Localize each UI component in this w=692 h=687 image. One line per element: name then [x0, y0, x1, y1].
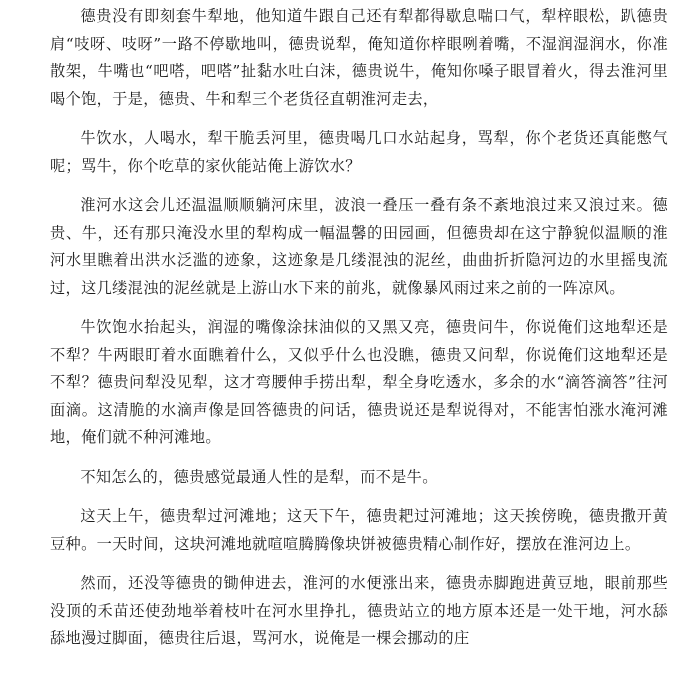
text-column	[50, 3, 668, 665]
paragraph-1: 德贵没有即刻套牛犁地，他知道牛跟自己还有犁都得歇息喘口气，犁梓眼松，趴德贵肩“吱呀、吱呀”一路不停歇地叫，德贵说犁，俺知道你梓眼咧着嘴，不湿润湿润水，你准散架，牛嘴也“吧嗒，吧嗒”扯黏水吐白沫，德贵说牛，俺知你嗓子眼冒着火，得去淮河里喝个饱，于是，德贵、牛和犁三个老货径直朝淮河走去，	[50, 7, 668, 108]
paragraph-4: 牛饮饱水抬起头，润湿的嘴像涂抹油似的又黑又亮，德贵问牛，你说俺们这地犁还是不犁？牛两眼盯着水面瞧着什么，又似乎什么也没瞧，德贵又问犁，你说俺们这地犁还是不犁？德贵问犁没见犁，这才弯腰伸手捞出犁，犁全身吃透水，多余的水“滴答滴答”往河面滴。这清脆的水滴声像是回答德贵的问话，德贵说还是犁说得对，不能害怕涨水淹河滩地，俺们就不种河滩地。	[50, 318, 668, 446]
paragraph-2: 牛饮水，人喝水，犁干脆丢河里，德贵喝几口水站起身，骂犁，你个老货还真能憋气呢；骂牛，你个吃草的家伙能站俺上游饮水？	[50, 129, 668, 175]
paragraph-3: 淮河水这会儿还温温顺顺躺河床里，波浪一叠压一叠有条不紊地浪过来又浪过来。德贵、牛，还有那只淹没水里的犁构成一幅温馨的田园画，但德贵却在这宁静貌似温顺的淮河水里瞧着出洪水泛滥的迹象，这迹象是几缕混浊的泥丝，曲曲折折隐河边的水里摇曳流过，这几缕混浊的泥丝就是上游山水下来的前兆，就像暴风雨过来之前的一阵凉风。	[50, 196, 668, 297]
paragraph-7: 然而，还没等德贵的锄伸进去，淮河的水便涨出来，德贵赤脚跑进黄豆地，眼前那些没顶的禾苗还使劲地举着枝叶在河水里挣扎，德贵站立的地方原本还是一处干地，河水舔舔地漫过脚面，德贵往后退，骂河水，说俺是一棵会挪动的庄	[50, 574, 668, 647]
paragraph-6: 这天上午，德贵犁过河滩地；这天下午，德贵耙过河滩地；这天挨傍晚，德贵撒开黄豆种。一天时间，这块河滩地就喧喧腾腾像块饼被德贵精心制作好，摆放在淮河边上。	[50, 507, 668, 553]
paragraph-5: 不知怎么的，德贵感觉最通人性的是犁，而不是牛。	[80, 467, 438, 486]
